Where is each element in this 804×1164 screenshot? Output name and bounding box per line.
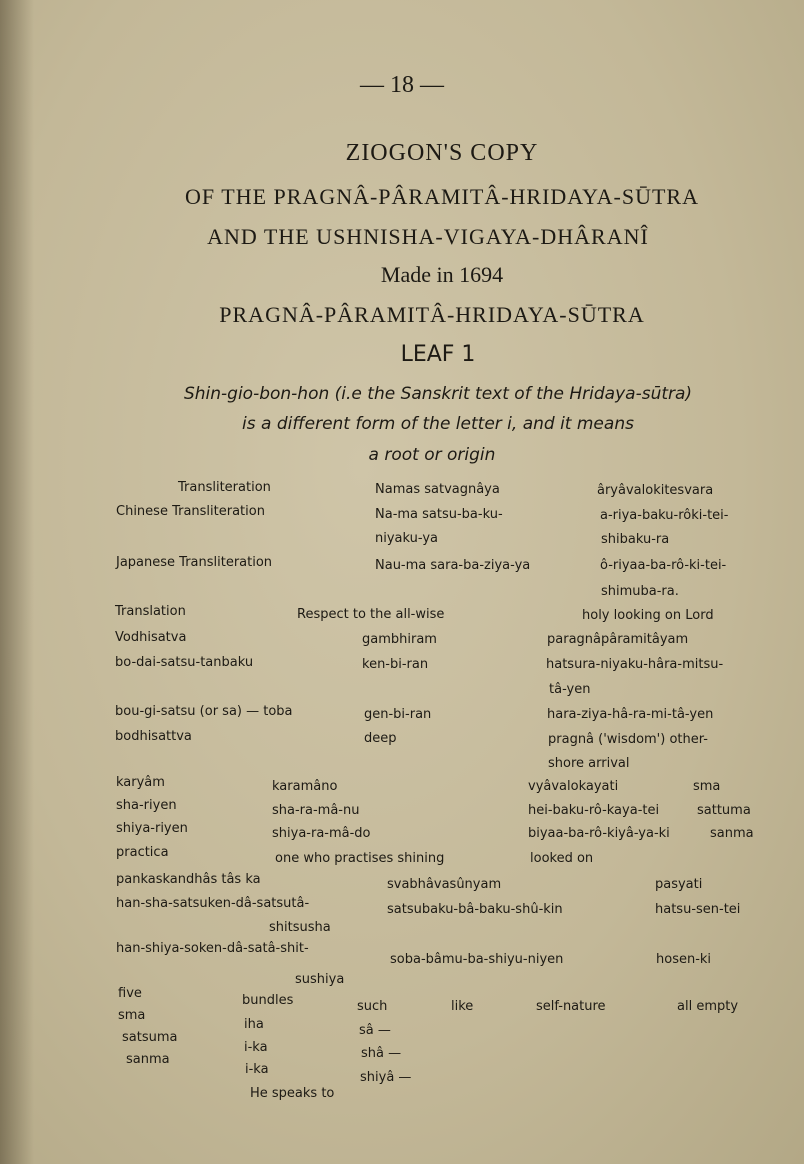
row-14-col-3: hatsu-sen-tei (655, 902, 741, 917)
row-5-col-3: paragnâpâramitâyam (547, 632, 689, 647)
made-date: Made in 1694 (380, 262, 504, 287)
row-16-col-5: self-nature (536, 999, 606, 1014)
row-15-col-1-cont: sushiya (295, 972, 345, 987)
row-8-col-3: pragnâ ('wisdom') other- (548, 732, 708, 747)
row-11-col-3: biyaa-ba-rô-kiyâ-ya-ki (528, 826, 670, 841)
row-13-col-3: pasyati (655, 877, 703, 892)
page-fold-shadow (0, 0, 34, 1164)
title-line-2: OF THE PRAGNÂ-PÂRAMITÂ-HRIDAYA-SŪTRA (185, 184, 699, 209)
row-17-col-2: iha (244, 1017, 264, 1032)
row-19-col-1: sanma (126, 1052, 170, 1067)
row-8-col-2: deep (364, 731, 397, 746)
leaf-label: LEAF 1 (400, 342, 476, 367)
row-1-label: Transliteration (178, 480, 271, 495)
row-7-col-1: bou-gi-satsu (or sa) — toba (115, 704, 293, 719)
sutra-title: PRAGNÂ-PÂRAMITÂ-HRIDAYA-SŪTRA (219, 302, 645, 327)
row-4-translation: Respect to the all-wise (297, 607, 445, 622)
row-9-col-3: vyâvalokayati (528, 779, 619, 794)
row-2-chinese-2: a-riya-baku-rôki-tei- (600, 508, 729, 523)
row-2-label: Chinese Transliteration (116, 504, 265, 519)
note-line-3: a root or origin (368, 445, 496, 465)
row-8-col-1: bodhisattva (115, 729, 192, 744)
row-13-col-1: pankaskandhâs tâs ka (116, 872, 261, 887)
row-8-col-3-cont: shore arrival (548, 756, 630, 771)
row-10-col-1: sha-riyen (116, 798, 177, 813)
row-6-col-3-cont: tâ-yen (549, 682, 591, 697)
row-6-col-3: hatsura-niyaku-hâra-mitsu- (546, 657, 724, 672)
row-14-col-1-cont: shitsusha (269, 920, 331, 935)
row-16-col-1: five (118, 986, 142, 1001)
row-18-col-2: i-ka (244, 1040, 268, 1055)
row-14-col-1: han-sha-satsuken-dâ-satsutâ- (116, 896, 310, 911)
row-2-chinese-2-cont: shibaku-ra (601, 532, 670, 547)
row-10-col-3: hei-baku-rô-kaya-tei (528, 803, 660, 818)
row-1-sanskrit: Namas satvagnâya (375, 482, 500, 497)
row-10-col-2: sha-ra-mâ-nu (272, 803, 360, 818)
row-15-col-2: soba-bâmu-ba-shiyu-niyen (390, 952, 564, 967)
row-5-col-1: Vodhisatva (115, 630, 187, 645)
row-4-translation-2: holy looking on Lord (582, 608, 714, 623)
row-9-col-2: karamâno (272, 779, 338, 794)
row-16-col-3: such (357, 999, 388, 1014)
title-line-3: AND THE USHNISHA-VIGAYA-DHÂRANÎ (207, 224, 649, 249)
row-7-col-3: hara-ziya-hâ-ra-mi-tâ-yen (547, 707, 714, 722)
title-line-1: ZIOGON'S COPY (345, 140, 539, 166)
row-11-col-4: sanma (710, 826, 754, 841)
note-line-2: is a different form of the letter i, and it means (242, 414, 634, 434)
row-12-col-1: practica (116, 845, 169, 860)
row-14-col-2: satsubaku-bâ-baku-shû-kin (387, 902, 563, 917)
row-11-col-2: shiya-ra-mâ-do (272, 826, 371, 841)
row-2-chinese-cont: niyaku-ya (375, 531, 439, 546)
note-line-1: Shin-gio-bon-hon (i.e the Sanskrit text of the Hridaya-sūtra) (183, 384, 693, 404)
row-15-col-3: hosen-ki (656, 952, 712, 967)
row-10-col-4: sattuma (697, 803, 751, 818)
row-11-col-1: shiya-riyen (116, 821, 188, 836)
row-6-col-1: bo-dai-satsu-tanbaku (115, 655, 254, 670)
row-12-col-2: one who practises shining (275, 851, 445, 866)
row-18-col-1: satsuma (122, 1030, 178, 1045)
row-12-col-3: looked on (530, 851, 594, 866)
row-16-col-2: bundles (242, 993, 294, 1008)
row-16-col-4: like (451, 999, 474, 1014)
row-5-col-2: gambhiram (362, 632, 437, 647)
row-9-col-4: sma (693, 779, 721, 794)
row-17-col-1: sma (118, 1008, 146, 1023)
row-4-label: Translation (115, 604, 186, 619)
row-3-japanese-2-cont: shimuba-ra. (601, 584, 679, 599)
row-3-label: Japanese Transliteration (116, 555, 273, 570)
row-3-japanese: Nau-ma sara-ba-ziya-ya (375, 558, 531, 573)
row-20-col-1: He speaks to (250, 1086, 335, 1101)
row-2-chinese: Na-ma satsu-ba-ku- (375, 507, 503, 522)
row-7-col-2: gen-bi-ran (364, 707, 432, 722)
row-3-japanese-2: ô-riyaa-ba-rô-ki-tei- (600, 558, 727, 573)
page-number: — 18 — (360, 72, 444, 98)
row-18-col-3: shâ — (361, 1046, 402, 1061)
row-19-col-3: shiyâ — (360, 1070, 412, 1085)
row-15-col-1: han-shiya-soken-dâ-satâ-shit- (116, 941, 309, 956)
row-9-col-1: karyâm (116, 775, 165, 790)
row-1-sanskrit-2: âryâvalokitesvara (597, 483, 714, 498)
row-17-col-3: sâ — (359, 1023, 391, 1038)
row-16-col-6: all empty (677, 999, 739, 1014)
row-13-col-2: svabhâvasûnyam (387, 877, 502, 892)
row-19-col-2: i-ka (245, 1062, 269, 1077)
row-6-col-2: ken-bi-ran (362, 657, 429, 672)
